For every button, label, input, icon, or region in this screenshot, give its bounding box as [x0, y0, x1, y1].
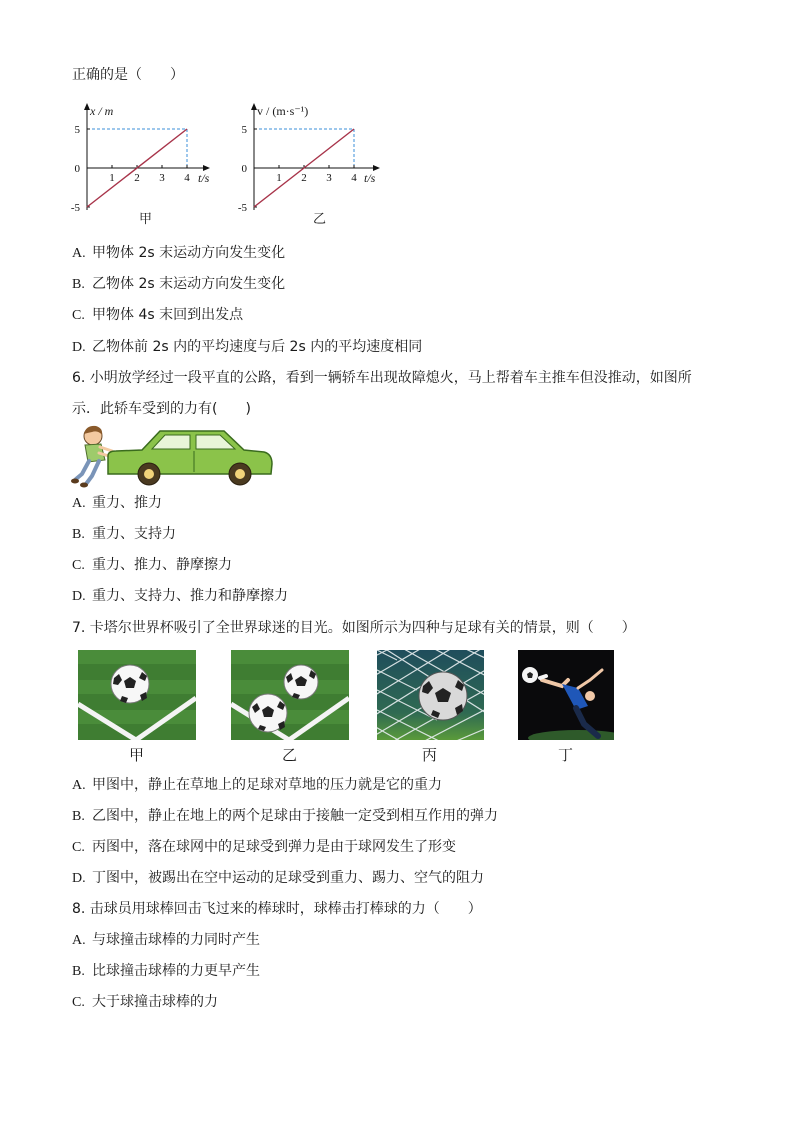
option-text: 与球撞击球棒的力同时产生	[92, 932, 260, 948]
y-tick-label: -5	[237, 202, 247, 214]
q8-option-b	[72, 962, 260, 981]
soccer-ball-lower	[249, 694, 287, 732]
photo-bing-ball-in-net	[377, 650, 484, 740]
option-text: 甲图中，静止在草地上的足球对草地的压力就是它的重力	[92, 777, 442, 793]
soccer-ball-upper	[284, 665, 318, 699]
option-label: B.	[72, 964, 85, 979]
q5-option-d	[72, 338, 422, 357]
option-text: 乙物体前 2s 内的平均速度与后 2s 内的平均速度相同	[92, 339, 423, 355]
photo-jia-ball-on-grass	[78, 650, 196, 740]
option-label: C.	[72, 308, 85, 323]
graph-jia-caption: 甲	[139, 212, 153, 227]
q8-option-c	[72, 993, 218, 1012]
photo-ding-player-kicking	[518, 650, 614, 740]
photo-caption-bing: 丙	[422, 746, 438, 764]
q5-option-c	[72, 306, 243, 325]
y-tick-label: -5	[70, 202, 80, 214]
option-label: C.	[72, 840, 85, 855]
q7-stem: 7. 卡塔尔世界杯吸引了全世界球迷的目光。如图所示为四种与足球有关的情景，则（ ）	[72, 620, 636, 636]
q7-option-a	[72, 776, 442, 795]
y-tick-label: 5	[74, 124, 80, 136]
q5-option-b	[72, 275, 285, 294]
option-text: 重力、支持力、推力和静摩擦力	[92, 588, 288, 604]
q6-stem-line-1: 6. 小明放学经过一段平直的公路，看到一辆轿车出现故障熄火，马上帮着车主推车但没推动，如图所	[72, 370, 692, 386]
option-label: A.	[72, 778, 86, 793]
photo-caption-jia: 甲	[129, 746, 145, 764]
q8-option-a	[72, 931, 260, 950]
y-tick-label: 0	[74, 163, 80, 175]
x-tick-label: 2	[134, 172, 140, 184]
graph-jia-y-label: x / m	[90, 104, 114, 118]
q6-option-b	[72, 525, 176, 544]
option-text: 重力、推力、静摩擦力	[92, 557, 232, 573]
option-label: B.	[72, 809, 85, 824]
x-tick-label: 3	[159, 172, 165, 184]
soccer-ball	[522, 667, 538, 683]
graph-yi-caption: 乙	[313, 212, 327, 227]
soccer-ball	[419, 672, 467, 720]
graph-yi	[233, 100, 393, 225]
car-push-illustration	[72, 424, 274, 488]
y-tick-label: 0	[241, 163, 247, 175]
q6-stem-line-2: 示．此轿车受到的力有( )	[72, 401, 251, 417]
option-label: A.	[72, 933, 86, 948]
option-text: 丙图中，落在球网中的足球受到弹力是由于球网发生了形变	[92, 839, 456, 855]
option-text: 大于球撞击球棒的力	[92, 994, 218, 1010]
option-text: 甲物体 4s 末回到出发点	[92, 307, 244, 323]
q8-stem: 8. 击球员用球棒回击飞过来的棒球时，球棒击打棒球的力（ ）	[72, 901, 482, 917]
option-label: C.	[72, 558, 85, 573]
q6-option-a	[72, 494, 162, 513]
x-tick-label: 4	[351, 172, 357, 184]
x-tick-label: 4	[184, 172, 190, 184]
option-text: 丁图中，被踢出在空中运动的足球受到重力、踢力、空气的阻力	[92, 870, 484, 886]
option-label: D.	[72, 340, 86, 355]
option-label: D.	[72, 589, 86, 604]
option-text: 甲物体 2s 末运动方向发生变化	[92, 245, 286, 261]
person-pushing	[71, 426, 112, 488]
soccer-ball	[111, 665, 149, 703]
option-label: A.	[72, 246, 86, 261]
option-text: 乙图中，静止在地上的两个足球由于接触一定受到相互作用的弹力	[92, 808, 498, 824]
q6-option-d	[72, 587, 288, 606]
option-label: D.	[72, 871, 86, 886]
option-text: 重力、推力	[92, 495, 162, 511]
q7-option-b	[72, 807, 498, 826]
option-label: B.	[72, 527, 85, 542]
option-text: 重力、支持力	[92, 526, 176, 542]
option-label: B.	[72, 277, 85, 292]
photo-caption-yi: 乙	[282, 746, 298, 764]
graph-jia	[68, 100, 218, 225]
graph-jia-x-label: t/s	[198, 171, 210, 185]
graph-yi-x-label: t/s	[364, 171, 376, 185]
q5-option-a	[72, 244, 285, 263]
option-text: 乙物体 2s 末运动方向发生变化	[92, 276, 286, 292]
graph-yi-y-label: v / (m·s⁻¹)	[257, 104, 309, 118]
option-text: 比球撞击球棒的力更早产生	[92, 963, 260, 979]
x-tick-label: 1	[276, 172, 282, 184]
q5-stem: 正确的是（ ）	[72, 67, 184, 83]
green-car	[108, 431, 272, 485]
photo-caption-ding: 丁	[558, 746, 574, 764]
q6-option-c	[72, 556, 232, 575]
x-tick-label: 1	[109, 172, 115, 184]
option-label: C.	[72, 995, 85, 1010]
q7-option-c	[72, 838, 456, 857]
x-tick-label: 2	[301, 172, 307, 184]
photo-yi-two-balls-on-grass	[231, 650, 349, 740]
y-tick-label: 5	[241, 124, 247, 136]
option-label: A.	[72, 496, 86, 511]
x-tick-label: 3	[326, 172, 332, 184]
q7-option-d	[72, 869, 484, 888]
